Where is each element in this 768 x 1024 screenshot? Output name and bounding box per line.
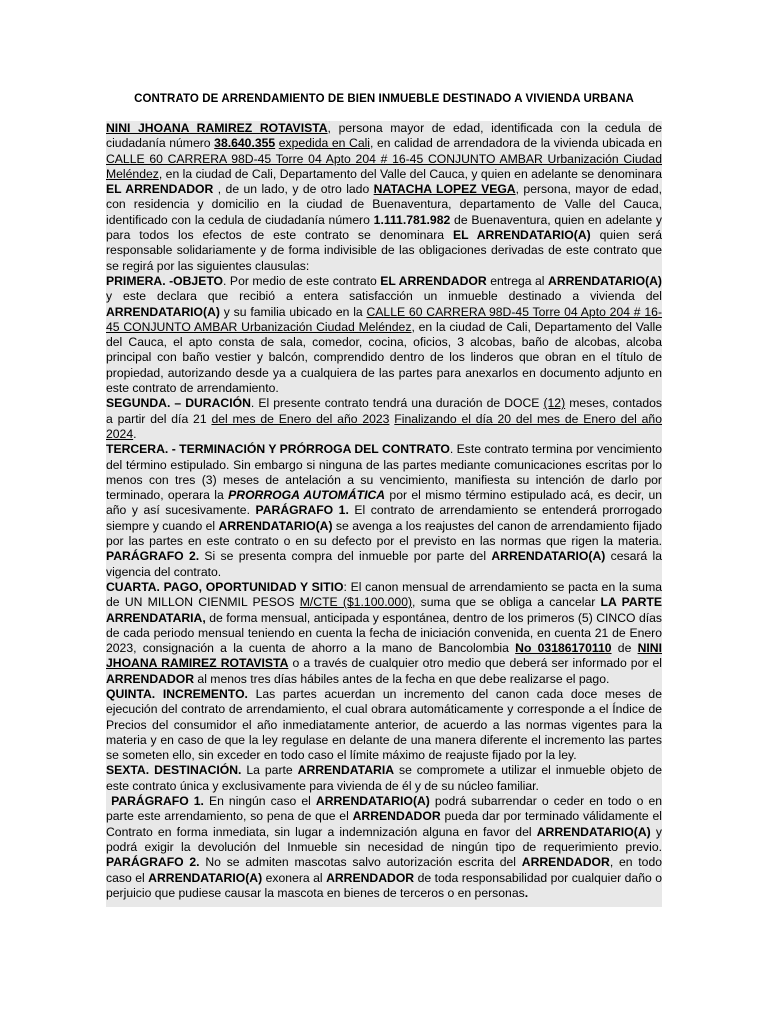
account-owner: NINI JHOANA RAMIREZ ROTAVISTA [106,641,662,671]
label-arrendador: ARRENDADOR [521,855,610,870]
label-arrendatario: ARRENDATARIO(A) [315,794,430,809]
property-address: CALLE 60 CARRERA 98D-45 Torre 04 Apto 204 # 16-45 CONJUNTO AMBAR Urbanización Ciudad Meléndez [106,151,662,181]
quinta-heading: QUINTA. INCREMENTO. [106,686,248,701]
label-arrendatario: ARRENDATARIO(A) [491,549,606,564]
contract-body [106,121,662,907]
arrendatario-id: 1.111.781.982 [373,212,451,227]
cuarta-heading: CUARTA. PAGO, OPORTUNIDAD Y SITIO [106,579,344,594]
label-arrendatario: EL ARRENDATARIO(A) [452,228,591,243]
paragrafo-1: PARÁGRAFO 1. [111,794,204,809]
arrendador-id: 38.640.355 [214,136,276,151]
duration-number: (12) [543,396,566,411]
label-arrendatario: ARRENDATARIO(A) [548,273,662,288]
label-arrendatario: ARRENDATARIO(A) [536,824,651,839]
property-address: CALLE 60 CARRERA 98D-45 Torre 04 Apto 204 # 16-45 CONJUNTO AMBAR Urbanización Ciudad Meléndez [106,304,663,334]
clause-segunda: SEGUNDA. – DURACIÓN. El presente contrato tendrá una duración de DOCE (12) meses, contados a partir del día 21 del mes de Enero del año 2023 Finalizando el día 20 del mes de Enero del año 2024. [106,396,663,441]
arrendador-id-place: expedida en Cali [278,136,371,151]
clause-sexta: SEXTA. DESTINACIÓN. La parte ARRENDATARIA se compromete a utilizar el inmueble objeto de este contrato única y exclusivamente para vivienda de él y de su núcleo familiar. [106,763,662,793]
label-arrendador: ARRENDADOR [352,809,441,824]
primera-heading: PRIMERA. -OBJETO [106,273,224,288]
duration-word: DOCE [504,396,540,411]
label-arrendatario: ARRENDATARIO(A) [148,870,263,885]
sexta-heading: SEXTA. DESTINACIÓN. [106,763,242,778]
clause-quinta: QUINTA. INCREMENTO. Las partes acuerdan un incremento del canon cada doce meses de ejecución del contrato de arrendamiento, el cual obrara automáticamente y corresponde a el Índice de Precios del consumidor el año inmediatamente anterior, de acuerdo a las normas vigentes para la materia y en caso de que la ley regulase en delante de una manera diferente el incremento las partes se someten ello, sin exceder en todo caso el límite máximo de reajuste fijado por la ley. [106,686,662,763]
rent-amount: M/CTE ($1.100.000) [299,595,413,610]
clause-cuarta: CUARTA. PAGO, OPORTUNIDAD Y SITIO: El canon mensual de arrendamiento se pacta en la suma de UN MILLON CIENMIL PESOS M/CTE ($1.100.000), suma que se obliga a cancelar LA PARTE ARRENDATARIA, de forma mensual, anticipada y espontánea, dentro de los primeros (5) CINCO días de cada periodo mensual teniendo en cuenta la fecha de iniciación convenida, en cuenta 21 de Enero 2023, consignación a la cuenta de ahorro a la mano de Bancolombia No 03186170110 de NINI JHOANA RAMIREZ ROTAVISTA o a través de cualquier otro medio que deberá ser informado por el ARRENDADOR al menos tres días hábiles antes de la fecha en que debe realizarse el pago. [106,579,662,686]
clause-tercera: TERCERA. - TERMINACIÓN Y PRÓRROGA DEL CONTRATO. Este contrato termina por vencimiento del término estipulado. Sin embargo si ninguna de las partes mediante comunicaciones escritas por lo menos con tres (3) meses de antelación a su vencimiento, manifiesta su intención de darlo por terminado, operara la PRORROGA AUTOMÁTICA por el mismo término estipulado acá, es decir, un año y así sucesivamente. PARÁGRAFO 1. El contrato de arrendamiento se entenderá prorrogado siempre y cuando el ARRENDATARIO(A) se avenga a los reajustes del canon de arrendamiento fijado por las partes en este contrato o en su defecto por el previsto en las normas que rigen la materia. PARÁGRAFO 2. Si se presenta compra del inmueble por parte del ARRENDATARIO(A) cesará la vigencia del contrato. [106,442,663,579]
clause-primera: PRIMERA. -OBJETO. Por medio de este contrato EL ARRENDADOR entrega al ARRENDATARIO(A) y este declara que recibió a entera satisfacción un inmueble destinado a vivienda del ARRENDATARIO(A) y su familia ubicado en la CALLE 60 CARRERA 98D-45 Torre 04 Apto 204 # 16-45 CONJUNTO AMBAR Urbanización Ciudad Meléndez, en la ciudad de Cali, Departamento del Valle del Cauca, el apto consta de sala, comedor, cocina, oficios, 3 alcobas, baño de alcobas, alcoba principal con baño vestier y balcón, comprendido dentro de los linderos que obran en el título de propiedad, autorizando desde ya a cualquiera de las partes para anexarlos en documento adjunto en este contrato de arrendamiento. [106,273,663,396]
clause-sexta-paragrafos: PARÁGRAFO 1. En ningún caso el ARRENDATARIO(A) podrá subarrendar o ceder en todo o en parte este arrendamiento, so pena de que el ARRENDADOR pueda dar por terminado válidamente el Contrato en forma inmediata, sin lugar a indemnización alguna en favor del ARRENDATARIO(A) y podrá exigir la devolución del Inmueble sin necesidad de ningún tipo de requerimiento previo. PARÁGRAFO 2. No se admiten mascotas salvo autorización escrita del ARRENDADOR, en todo caso el ARRENDATARIO(A) exonera al ARRENDADOR de toda responsabilidad por cualquier daño o perjuicio que pudiese causar la mascota en bienes de terceros o en personas. [106,794,663,900]
start-day: 21 [193,411,207,426]
label-arrendatario: ARRENDATARIO(A) [218,518,333,533]
prorroga-term: PRORROGA AUTOMÁTICA [228,488,386,503]
label-arrendador: EL ARRENDADOR [106,182,214,197]
paragrafo-2: PARÁGRAFO 2. [106,855,200,870]
label-parte-arrendataria: LA PARTE ARRENDATARIA, [106,595,662,625]
paragrafo-1: PARÁGRAFO 1. [255,503,349,518]
arrendador-name: NINI JHOANA RAMIREZ ROTAVISTA [106,121,328,135]
label-arrendatario: ARRENDATARIO(A) [106,304,220,319]
label-arrendataria: ARRENDATARIA [297,763,395,778]
intro-paragraph: NINI JHOANA RAMIREZ ROTAVISTA, persona mayor de edad, identificada con la cedula de ciudadanía número 38.640.355 expedida en Cali, en calidad de arrendadora de la vivienda ubicada en CALLE 60 CARRERA 98D-45 Torre 04 Apto 204 # 16-45 CONJUNTO AMBAR Urbanización Ciudad Meléndez, en la ciudad de Cali, Departamento del Valle del Cauca, y quien en adelante se denominara EL ARRENDADOR , de un lado, y de otro lado NATACHA LOPEZ VEGA, persona, mayor de edad, con residencia y domicilio en la ciudad de Buenaventura, departamento de Valle del Cauca, identificado con la cedula de ciudadanía número 1.111.781.982 de Buenaventura, quien en adelante y para todos los efectos de este contrato se denominara EL ARRENDATARIO(A) quien será responsable solidariamente y de forma indivisible de las obligaciones derivadas de este contrato que se regirá por las siguientes clausulas: [106,121,662,273]
end-date: Finalizando el día 20 del mes de Enero del año 2024 [106,411,662,441]
account-number: No 03186170110 [515,641,612,656]
segunda-heading: SEGUNDA. – DURACIÓN [106,396,251,411]
label-arrendador: ARRENDADOR [326,870,415,885]
document-title: CONTRATO DE ARRENDAMIENTO DE BIEN INMUEBLE DESTINADO A VIVIENDA URBANA [134,93,634,105]
arrendatario-name: NATACHA LOPEZ VEGA [373,182,516,197]
paragrafo-2: PARÁGRAFO 2. [106,549,200,564]
start-date: del mes de Enero del año 2023 [211,411,390,426]
label-arrendador: EL ARRENDADOR [380,273,487,288]
rent-words: UN MILLON CIENMIL PESOS [124,595,295,610]
tercera-heading: TERCERA. - TERMINACIÓN Y PRÓRROGA DEL CONTRATO [106,442,450,457]
label-arrendador: ARRENDADOR [106,671,195,686]
